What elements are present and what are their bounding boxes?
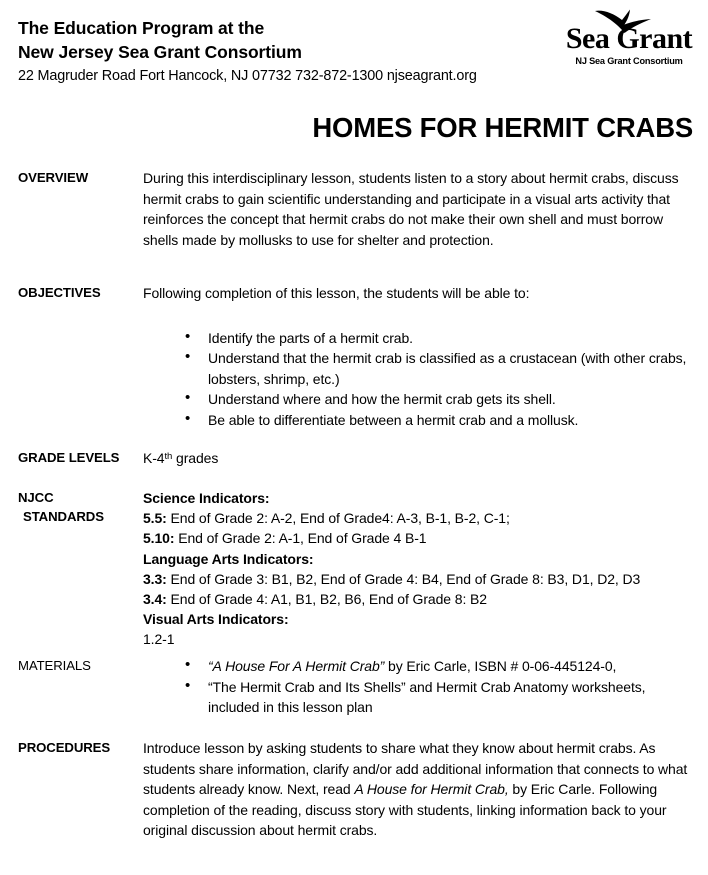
section-njcc-standards [18,488,690,650]
procedures-paragraph [143,738,690,841]
objectives-list [143,328,690,431]
objectives-intro: Following completion of this lesson, the students will be able to: [143,285,530,301]
standard-text: End of Grade 3: B1, B2, End of Grade 4: B4, End of Grade 8: B3, D1, D2, D3 [166,570,641,587]
section-body-njcc-standards [143,488,690,650]
section-body-objectives [143,283,690,431]
list-item: • Understand where and how the hermit crab gets its shell. [143,389,690,410]
procedures-book-title: A House for Hermit Crab, [354,781,509,798]
section-label-overview: OVERVIEW [18,170,89,185]
standard-row [143,528,690,548]
standard-row [143,569,690,589]
list-item: • Be able to differentiate between a hermit crab and a mollusk. [143,410,690,431]
materials-list [143,656,690,718]
page-title: HOMES FOR HERMIT CRABS [312,112,693,143]
list-item: • Identify the parts of a hermit crab. [143,328,690,349]
procedures-text-part-2: by Eric Carle. Following completion of the reading, discuss story with students, linking information back to your original discussion about hermit crabs. [143,781,667,839]
section-body-procedures [143,738,690,841]
list-item [143,656,690,677]
section-grade-levels [18,448,690,472]
grade-ordinal-suffix: th [164,450,173,462]
standard-row [143,508,690,528]
section-overview [18,168,690,250]
standard-text: End of Grade 2: A-2, End of Grade4: A-3, B-1, B-2, C-1; [166,510,510,527]
visual-arts-value: 1.2-1 [143,631,175,648]
visual-arts-indicators-heading: Visual Arts Indicators: [143,611,289,628]
procedures-text-part-1: Introduce lesson by asking students to share what they know about hermit crabs. As students share information, clarify and/or add additional information that connects to what students already know. Next, read [143,740,688,798]
standard-row [143,589,690,609]
grade-word: grades [172,450,219,466]
standard-code: 5.5: [143,510,167,527]
logo-subtitle: NJ Sea Grant Consortium [575,56,683,66]
list-item: • Understand that the hermit crab is classified as a crustacean (with other crabs, lobsters, shrimp, etc.) [143,348,690,389]
standard-code: 3.4: [143,591,167,608]
list-item: • “The Hermit Crab and Its Shells” and Hermit Crab Anatomy worksheets, included in this lesson plan [143,677,690,718]
material-book-details: by Eric Carle, ISBN # 0-06-445124-0, [384,658,617,674]
section-objectives [18,283,690,431]
overview-paragraph: During this interdisciplinary lesson, students listen to a story about hermit crabs, discuss hermit crabs to gain scientific understanding and participate in a visual arts activity that reinforces the concept that hermit crabs do not make their own shell and must borrow shells made by mollusks to use for shelter and protection. [143,170,679,248]
grade-levels-value [143,448,690,472]
section-label-grade-levels: GRADE LEVELS [18,450,120,465]
organization-line-1: The Education Program at the [18,18,265,38]
science-indicators-heading: Science Indicators: [143,490,270,506]
section-body-grade-levels [143,448,690,472]
standard-text: End of Grade 2: A-1, End of Grade 4 B-1 [174,530,427,547]
material-book-title: “A House For A Hermit Crab” [208,658,385,674]
standard-code: 5.10: [143,530,175,547]
address-line: 22 Magruder Road Fort Hancock, NJ 07732 732-872-1300 njseagrant.org [18,68,477,84]
section-label-materials: MATERIALS [18,658,91,673]
standard-code: 3.3: [143,570,167,587]
organization-line-2: New Jersey Sea Grant Consortium [18,42,302,62]
section-body-overview [143,168,690,250]
section-materials [18,656,690,718]
section-body-materials [143,656,690,718]
section-procedures [18,738,690,841]
section-label-procedures: PROCEDURES [18,740,111,755]
sea-grant-logo [564,8,694,67]
logo-wordmark: Sea Grant [565,22,693,55]
letterhead-text [18,16,538,87]
section-label-njcc-standards [18,488,138,526]
grade-range: K-4 [143,450,165,466]
njcc-label-line-2: STANDARDS [23,509,104,524]
njcc-label-line-1: NJCC [18,490,54,505]
standard-text: End of Grade 4: A1, B1, B2, B6, End of Grade 8: B2 [166,591,487,608]
section-label-objectives: OBJECTIVES [18,285,101,300]
language-arts-indicators-heading: Language Arts Indicators: [143,550,314,567]
